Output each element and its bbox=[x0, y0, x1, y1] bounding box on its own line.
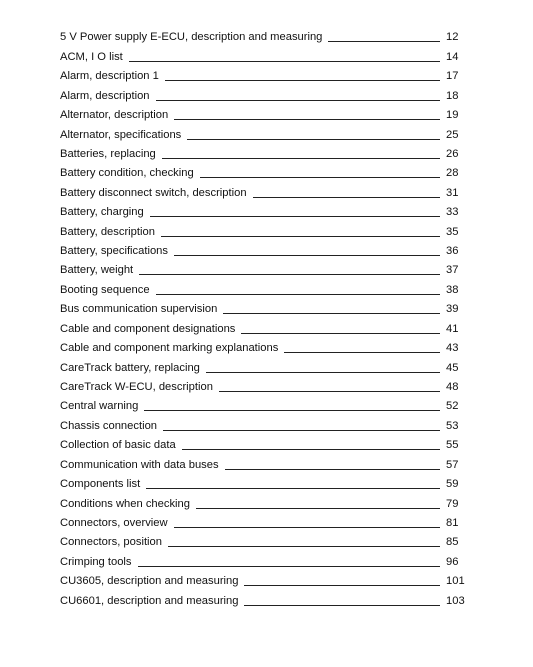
toc-entry-page: 52 bbox=[446, 400, 459, 413]
toc-entry[interactable] bbox=[60, 181, 470, 200]
toc-entry-title: Conditions when checking bbox=[60, 497, 190, 510]
toc-entry-page: 38 bbox=[446, 283, 459, 296]
toc-entry-title: Battery, specifications bbox=[60, 245, 168, 258]
toc-entry[interactable] bbox=[60, 395, 470, 414]
toc-entry[interactable] bbox=[60, 278, 470, 297]
toc-leader-line bbox=[150, 216, 440, 217]
toc-leader-line bbox=[168, 546, 440, 547]
toc-entry-title: Alternator, specifications bbox=[60, 128, 182, 141]
toc-entry[interactable] bbox=[60, 531, 470, 550]
toc-leader-line bbox=[219, 391, 440, 392]
toc-entry-title: Battery, charging bbox=[60, 206, 144, 219]
toc-entry[interactable] bbox=[60, 337, 470, 356]
toc-entry-title: Cable and component designations bbox=[60, 322, 236, 335]
toc-entry[interactable] bbox=[60, 240, 470, 259]
toc-entry-title: Battery condition, checking bbox=[60, 167, 194, 180]
toc-leader-line bbox=[165, 80, 440, 81]
toc-leader-line bbox=[223, 313, 440, 314]
toc-leader-line bbox=[182, 449, 440, 450]
toc-entry-page: 96 bbox=[446, 555, 459, 568]
toc-entry-page: 101 bbox=[446, 575, 465, 588]
toc-entry[interactable] bbox=[60, 45, 470, 64]
toc-leader-line bbox=[328, 41, 440, 42]
toc-entry-page: 14 bbox=[446, 50, 459, 63]
toc-entry[interactable] bbox=[60, 453, 470, 472]
toc-entry-page: 39 bbox=[446, 303, 459, 316]
toc-entry-title: Booting sequence bbox=[60, 283, 150, 296]
toc-entry[interactable] bbox=[60, 65, 470, 84]
toc-leader-line bbox=[146, 488, 440, 489]
toc-entry-title: CareTrack battery, replacing bbox=[60, 361, 200, 374]
toc-entry-page: 12 bbox=[446, 31, 459, 44]
toc-entry-title: Battery, weight bbox=[60, 264, 134, 277]
toc-entry-page: 103 bbox=[446, 594, 465, 607]
toc-entry[interactable] bbox=[60, 434, 470, 453]
toc-leader-line bbox=[174, 255, 440, 256]
toc-entry[interactable] bbox=[60, 26, 470, 45]
toc-entry-title: 5 V Power supply E-ECU, description and measuring bbox=[60, 31, 323, 44]
toc-leader-line bbox=[156, 294, 440, 295]
toc-entry-title: CU3605, description and measuring bbox=[60, 575, 239, 588]
toc-entry[interactable] bbox=[60, 570, 470, 589]
toc-leader-line bbox=[162, 158, 440, 159]
toc-entry[interactable] bbox=[60, 376, 470, 395]
toc-entry-page: 48 bbox=[446, 381, 459, 394]
toc-entry-title: CU6601, description and measuring bbox=[60, 594, 239, 607]
toc-entry-title: Connectors, position bbox=[60, 536, 162, 549]
toc-entry-title: Components list bbox=[60, 478, 141, 491]
toc-leader-line bbox=[139, 274, 440, 275]
toc-entry[interactable] bbox=[60, 298, 470, 317]
toc-entry[interactable] bbox=[60, 123, 470, 142]
toc-entry-title: Alarm, description 1 bbox=[60, 70, 159, 83]
toc-entry-page: 18 bbox=[446, 89, 459, 102]
toc-leader-line bbox=[187, 139, 440, 140]
toc-entry-page: 19 bbox=[446, 109, 459, 122]
toc-entry-page: 41 bbox=[446, 322, 459, 335]
toc-entry[interactable] bbox=[60, 414, 470, 433]
toc-entry-page: 25 bbox=[446, 128, 459, 141]
toc-leader-line bbox=[196, 508, 440, 509]
toc-entry-title: Central warning bbox=[60, 400, 139, 413]
toc-leader-line bbox=[200, 177, 440, 178]
toc-entry-page: 57 bbox=[446, 458, 459, 471]
toc-entry-title: Connectors, overview bbox=[60, 516, 168, 529]
toc-entry-page: 85 bbox=[446, 536, 459, 549]
toc-entry-title: Batteries, replacing bbox=[60, 147, 156, 160]
toc-entry[interactable] bbox=[60, 550, 470, 569]
toc-leader-line bbox=[138, 566, 440, 567]
toc-entry-page: 26 bbox=[446, 147, 459, 160]
toc-leader-line bbox=[174, 527, 440, 528]
toc-entry-title: Alternator, description bbox=[60, 109, 169, 122]
toc-leader-line bbox=[253, 197, 440, 198]
toc-leader-line bbox=[156, 100, 440, 101]
toc-leader-line bbox=[206, 372, 440, 373]
toc-entry[interactable] bbox=[60, 220, 470, 239]
toc-entry[interactable] bbox=[60, 143, 470, 162]
toc-entry[interactable] bbox=[60, 473, 470, 492]
toc-entry-page: 81 bbox=[446, 516, 459, 529]
toc-leader-line bbox=[244, 585, 440, 586]
toc-leader-line bbox=[144, 410, 440, 411]
toc-entry[interactable] bbox=[60, 492, 470, 511]
toc-entry-page: 45 bbox=[446, 361, 459, 374]
toc-entry-page: 55 bbox=[446, 439, 459, 452]
toc-entry-page: 53 bbox=[446, 419, 459, 432]
toc-entry-page: 35 bbox=[446, 225, 459, 238]
toc-entry[interactable] bbox=[60, 589, 470, 608]
toc-entry[interactable] bbox=[60, 104, 470, 123]
toc-entry-page: 33 bbox=[446, 206, 459, 219]
toc-entry[interactable] bbox=[60, 201, 470, 220]
toc-entry[interactable] bbox=[60, 317, 470, 336]
toc-entry-page: 28 bbox=[446, 167, 459, 180]
toc-entry-title: Collection of basic data bbox=[60, 439, 176, 452]
toc-leader-line bbox=[161, 236, 440, 237]
toc-entry-title: CareTrack W-ECU, description bbox=[60, 381, 213, 394]
toc-entry-page: 36 bbox=[446, 245, 459, 258]
toc-leader-line bbox=[225, 469, 440, 470]
toc-entry-page: 37 bbox=[446, 264, 459, 277]
toc-entry-page: 17 bbox=[446, 70, 459, 83]
toc-leader-line bbox=[244, 605, 440, 606]
toc-entry[interactable] bbox=[60, 84, 470, 103]
toc-entry[interactable] bbox=[60, 162, 470, 181]
toc-entry[interactable] bbox=[60, 356, 470, 375]
toc-leader-line bbox=[284, 352, 440, 353]
toc-entry-title: Alarm, description bbox=[60, 89, 150, 102]
toc-entry-page: 31 bbox=[446, 186, 459, 199]
table-of-contents bbox=[60, 26, 470, 609]
toc-entry-title: Battery, description bbox=[60, 225, 155, 238]
toc-entry-title: Crimping tools bbox=[60, 555, 132, 568]
toc-leader-line bbox=[174, 119, 440, 120]
toc-entry-title: Chassis connection bbox=[60, 419, 158, 432]
toc-leader-line bbox=[129, 61, 440, 62]
toc-entry-page: 59 bbox=[446, 478, 459, 491]
toc-entry-title: Bus communication supervision bbox=[60, 303, 218, 316]
toc-entry-title: Battery disconnect switch, description bbox=[60, 186, 247, 199]
toc-leader-line bbox=[241, 333, 440, 334]
toc-entry-title: ACM, I O list bbox=[60, 50, 123, 63]
toc-entry[interactable] bbox=[60, 259, 470, 278]
toc-entry-page: 43 bbox=[446, 342, 459, 355]
toc-leader-line bbox=[163, 430, 440, 431]
toc-entry-page: 79 bbox=[446, 497, 459, 510]
toc-entry-title: Communication with data buses bbox=[60, 458, 219, 471]
toc-entry-title: Cable and component marking explanations bbox=[60, 342, 279, 355]
toc-entry[interactable] bbox=[60, 512, 470, 531]
